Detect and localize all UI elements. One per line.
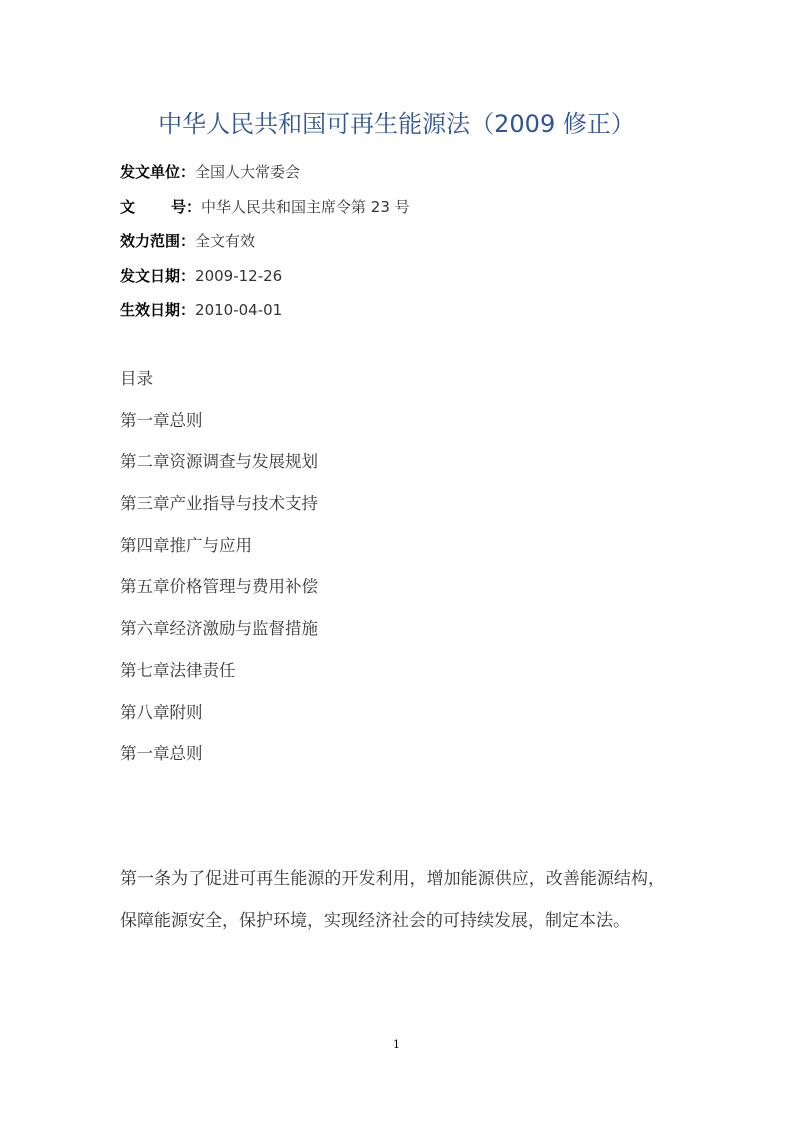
meta-colon: ： [180, 301, 196, 319]
toc-item: 第七章法律责任 [120, 660, 236, 680]
meta-value-issue-date: 2009-12-26 [195, 266, 283, 285]
document-metadata [120, 156, 680, 329]
toc-item: 第六章经济激励与监督措施 [120, 619, 318, 639]
toc-item: 第三章产业指导与技术支持 [120, 494, 318, 514]
toc-item: 第一章总则 [120, 410, 203, 430]
meta-colon: ： [186, 197, 202, 216]
meta-colon: ： [180, 232, 196, 250]
meta-label-char: 文 [120, 197, 136, 216]
meta-label-issuer: 发文单位 [120, 163, 181, 181]
meta-value-doc-number: 中华人民共和国主席令第 23 号 [201, 197, 410, 216]
meta-row-issue-date [120, 260, 680, 295]
meta-value-effective-date: 2010-04-01 [195, 301, 283, 319]
toc-heading: 目录 [120, 369, 153, 388]
meta-row-scope [120, 225, 680, 260]
page-number: 1 [393, 1038, 400, 1051]
meta-row-doc-number [120, 191, 680, 226]
article-paragraph: 第一条为了促进可再生能源的开发利用，增加能源供应，改善能源结构，保障能源安全，保护环境，实现经济社会的可持续发展，制定本法。 [120, 869, 665, 931]
meta-colon: ： [180, 163, 196, 181]
meta-colon: ： [180, 266, 196, 285]
document-title: 中华人民共和国可再生能源法（2009 修正） [158, 110, 635, 138]
meta-value-issuer: 全国人大常委会 [195, 163, 301, 181]
meta-row-issuer [120, 156, 680, 191]
meta-label-issue-date: 发文日期 [120, 266, 181, 285]
meta-label-effective-date: 生效日期 [120, 301, 181, 319]
meta-value-scope: 全文有效 [195, 232, 256, 250]
chapter-heading: 第一章总则 [120, 744, 203, 764]
meta-label-doc-number [120, 191, 186, 223]
toc-item: 第二章资源调查与发展规划 [120, 452, 318, 472]
meta-row-effective-date [120, 294, 680, 329]
table-of-contents [120, 362, 680, 779]
meta-label-scope: 效力范围 [120, 232, 181, 250]
toc-item: 第八章附则 [120, 702, 203, 722]
meta-label-char: 号 [170, 197, 186, 216]
toc-item: 第四章推广与应用 [120, 535, 252, 555]
toc-item: 第五章价格管理与费用补偿 [120, 577, 318, 597]
